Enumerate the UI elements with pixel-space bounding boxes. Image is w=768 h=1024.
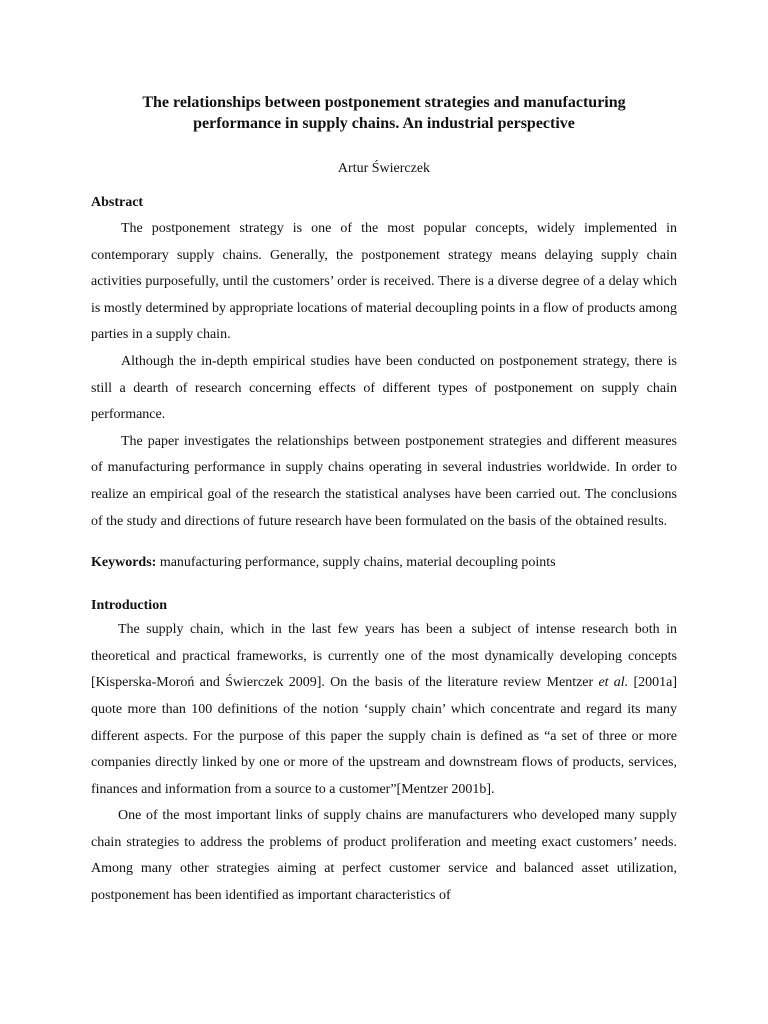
- keywords-line: [91, 553, 677, 573]
- paper-title: [91, 92, 677, 134]
- citation-et-al: et al.: [598, 675, 629, 691]
- introduction-paragraph-1: [91, 617, 677, 803]
- introduction-paragraph-1-part-2: [2001a] quote more than 100 definitions of the notion ‘supply chain’ which concentrate and regard its many different aspects. For the purpose of this paper the supply chain is defined as “a set of three or more companies directly linked by one or more of the upstream and downstream flows of products, services, finances and information from a source to a customer”[Mentzer 2001b].: [91, 675, 677, 797]
- keywords-text: manufacturing performance, supply chains, material decoupling points: [156, 555, 556, 571]
- paper-title-line-2: performance in supply chains. An industrial perspective: [193, 115, 575, 132]
- paper-title-line-1: The relationships between postponement strategies and manufacturing: [142, 94, 626, 111]
- abstract-paragraph-2: Although the in-depth empirical studies have been conducted on postponement strategy, there is still a dearth of research concerning effects of different types of postponement on supply chain performance.: [91, 353, 677, 423]
- keywords-label: Keywords:: [91, 555, 157, 571]
- paper-content: [91, 92, 677, 910]
- introduction-paragraph-2: One of the most important links of supply chains are manufacturers who developed many supply chain strategies to address the problems of product proliferation and meeting exact customers’ needs. Among many other strategies aiming at perfect customer service and balanced asset utilization, postponement has been identified as important characteristics of: [91, 808, 677, 904]
- introduction-paragraph-1-part-1: The supply chain, which in the last few years has been a subject of intense research both in theoretical and practical frameworks, is currently one of the most dynamically developing concepts [Kisperska-Moroń and Świerczek 2009]. On the basis of the literature review Mentzer: [91, 622, 677, 691]
- abstract-heading: Abstract: [91, 195, 144, 210]
- author-name: Artur Świerczek: [337, 161, 431, 176]
- introduction-heading: Introduction: [91, 598, 167, 614]
- abstract-paragraph-3: The paper investigates the relationships between postponement strategies and different measures of manufacturing performance in supply chains operating in several industries worldwide. In order to realize an empirical goal of the research the statistical analyses have been carried out. The conclusions of the study and directions of future research have been formulated on the basis of the obtained results.: [91, 433, 677, 529]
- abstract-paragraph-1: The postponement strategy is one of the most popular concepts, widely implemented in contemporary supply chains. Generally, the postponement strategy means delaying supply chain activities purposefully, until the customers’ order is received. There is a diverse degree of a delay which is mostly determined by appropriate locations of material decoupling points in a flow of products among parties in a supply chain.: [91, 221, 677, 343]
